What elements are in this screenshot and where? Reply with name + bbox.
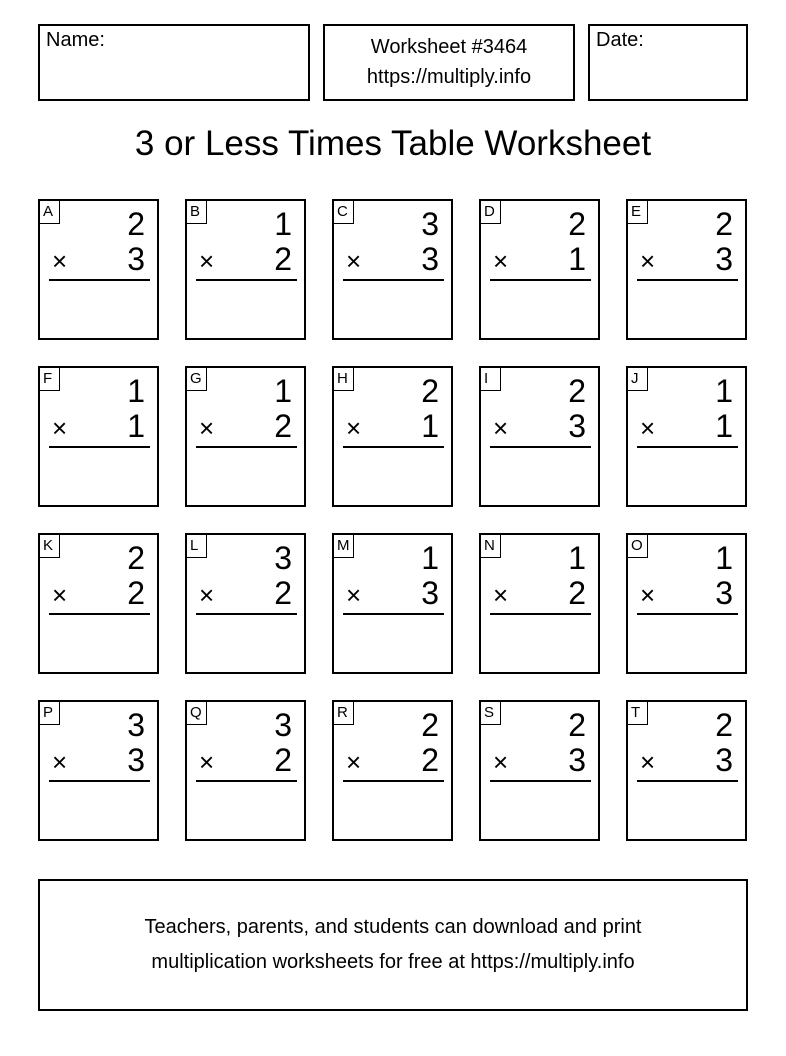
problem-top-number: 3 [274, 540, 292, 576]
answer-line [637, 279, 738, 281]
problem-bottom-number: 3 [715, 575, 733, 611]
problem-bottom-number: 1 [568, 241, 586, 277]
problem-card[interactable] [332, 366, 453, 507]
problem-top-number: 3 [127, 707, 145, 743]
problem-letter: T [628, 702, 648, 725]
problem-letter: L [187, 535, 207, 558]
times-sign: × [346, 747, 362, 777]
times-sign: × [493, 246, 509, 276]
times-sign: × [493, 747, 509, 777]
answer-line [637, 780, 738, 782]
problem-card[interactable] [332, 199, 453, 340]
problem-top-number: 2 [568, 206, 586, 242]
problem-bottom-number: 2 [421, 742, 439, 778]
times-sign: × [640, 580, 656, 610]
problem-bottom-number: 2 [127, 575, 145, 611]
times-sign: × [346, 580, 362, 610]
problem-top-number: 2 [127, 540, 145, 576]
problem-card[interactable] [479, 533, 600, 674]
problem-card[interactable] [332, 700, 453, 841]
answer-line [490, 279, 591, 281]
problem-bottom-number: 2 [568, 575, 586, 611]
problem-bottom-number: 3 [715, 241, 733, 277]
problem-letter: I [481, 368, 501, 391]
times-sign: × [199, 747, 215, 777]
answer-line [49, 446, 150, 448]
problem-top-number: 2 [715, 206, 733, 242]
problem-card[interactable] [479, 366, 600, 507]
times-sign: × [346, 246, 362, 276]
date-label: Date: [596, 29, 644, 51]
problem-top-number: 2 [421, 373, 439, 409]
times-sign: × [493, 413, 509, 443]
footer-line-2: multiplication worksheets for free at https://multiply.info [151, 951, 635, 973]
problem-card[interactable] [626, 533, 747, 674]
problem-bottom-number: 2 [274, 241, 292, 277]
problem-card[interactable] [38, 700, 159, 841]
problem-letter: A [40, 201, 60, 224]
problem-letter: K [40, 535, 60, 558]
times-sign: × [199, 580, 215, 610]
problem-card[interactable] [626, 366, 747, 507]
problem-letter: E [628, 201, 648, 224]
answer-line [637, 446, 738, 448]
times-sign: × [346, 413, 362, 443]
problem-top-number: 2 [568, 707, 586, 743]
problem-top-number: 1 [568, 540, 586, 576]
problem-bottom-number: 3 [568, 408, 586, 444]
answer-line [490, 613, 591, 615]
footer-box [38, 879, 748, 1011]
problem-letter: G [187, 368, 207, 391]
times-sign: × [640, 747, 656, 777]
problem-letter: Q [187, 702, 207, 725]
answer-line [343, 279, 444, 281]
problem-card[interactable] [332, 533, 453, 674]
answer-line [196, 780, 297, 782]
problem-card[interactable] [479, 700, 600, 841]
problem-top-number: 1 [127, 373, 145, 409]
problem-letter: N [481, 535, 501, 558]
worksheet-id: Worksheet #3464 [370, 36, 528, 58]
answer-line [196, 613, 297, 615]
problem-top-number: 2 [715, 707, 733, 743]
problem-bottom-number: 3 [421, 241, 439, 277]
problem-letter: J [628, 368, 648, 391]
problem-bottom-number: 3 [127, 241, 145, 277]
problem-bottom-number: 1 [421, 408, 439, 444]
problem-card[interactable] [38, 199, 159, 340]
problem-card[interactable] [38, 533, 159, 674]
problem-letter: R [334, 702, 354, 725]
problem-top-number: 2 [127, 206, 145, 242]
problem-top-number: 3 [421, 206, 439, 242]
problem-bottom-number: 2 [274, 575, 292, 611]
answer-line [490, 780, 591, 782]
times-sign: × [52, 413, 68, 443]
problem-letter: M [334, 535, 354, 558]
answer-line [490, 446, 591, 448]
problem-letter: H [334, 368, 354, 391]
times-sign: × [52, 747, 68, 777]
problem-letter: O [628, 535, 648, 558]
problem-bottom-number: 3 [421, 575, 439, 611]
problem-letter: S [481, 702, 501, 725]
problem-card[interactable] [185, 199, 306, 340]
problem-top-number: 1 [274, 373, 292, 409]
problem-letter: P [40, 702, 60, 725]
times-sign: × [199, 246, 215, 276]
worksheet-url: https://multiply.info [366, 66, 532, 88]
times-sign: × [640, 413, 656, 443]
times-sign: × [640, 246, 656, 276]
problem-bottom-number: 2 [274, 742, 292, 778]
problem-card[interactable] [479, 199, 600, 340]
problem-bottom-number: 1 [715, 408, 733, 444]
problem-top-number: 2 [568, 373, 586, 409]
problem-top-number: 1 [715, 373, 733, 409]
problem-bottom-number: 3 [127, 742, 145, 778]
problem-top-number: 1 [421, 540, 439, 576]
answer-line [343, 613, 444, 615]
times-sign: × [199, 413, 215, 443]
problem-top-number: 1 [274, 206, 292, 242]
name-label: Name: [46, 29, 105, 51]
problem-bottom-number: 1 [127, 408, 145, 444]
answer-line [49, 613, 150, 615]
answer-line [49, 780, 150, 782]
answer-line [637, 613, 738, 615]
times-sign: × [52, 246, 68, 276]
problem-card[interactable] [185, 366, 306, 507]
answer-line [49, 279, 150, 281]
problem-letter: C [334, 201, 354, 224]
answer-line [343, 446, 444, 448]
answer-line [343, 780, 444, 782]
problem-letter: F [40, 368, 60, 391]
problem-top-number: 3 [274, 707, 292, 743]
problem-bottom-number: 3 [715, 742, 733, 778]
problem-top-number: 2 [421, 707, 439, 743]
times-sign: × [52, 580, 68, 610]
footer-line-1: Teachers, parents, and students can download and print [144, 916, 642, 938]
problem-card[interactable] [626, 700, 747, 841]
problem-letter: D [481, 201, 501, 224]
problem-top-number: 1 [715, 540, 733, 576]
problem-bottom-number: 3 [568, 742, 586, 778]
problem-card[interactable] [185, 533, 306, 674]
times-sign: × [493, 580, 509, 610]
answer-line [196, 279, 297, 281]
problem-card[interactable] [626, 199, 747, 340]
problem-bottom-number: 2 [274, 408, 292, 444]
page-title: 3 or Less Times Table Worksheet [134, 124, 652, 163]
problem-card[interactable] [38, 366, 159, 507]
problem-card[interactable] [185, 700, 306, 841]
problem-letter: B [187, 201, 207, 224]
answer-line [196, 446, 297, 448]
